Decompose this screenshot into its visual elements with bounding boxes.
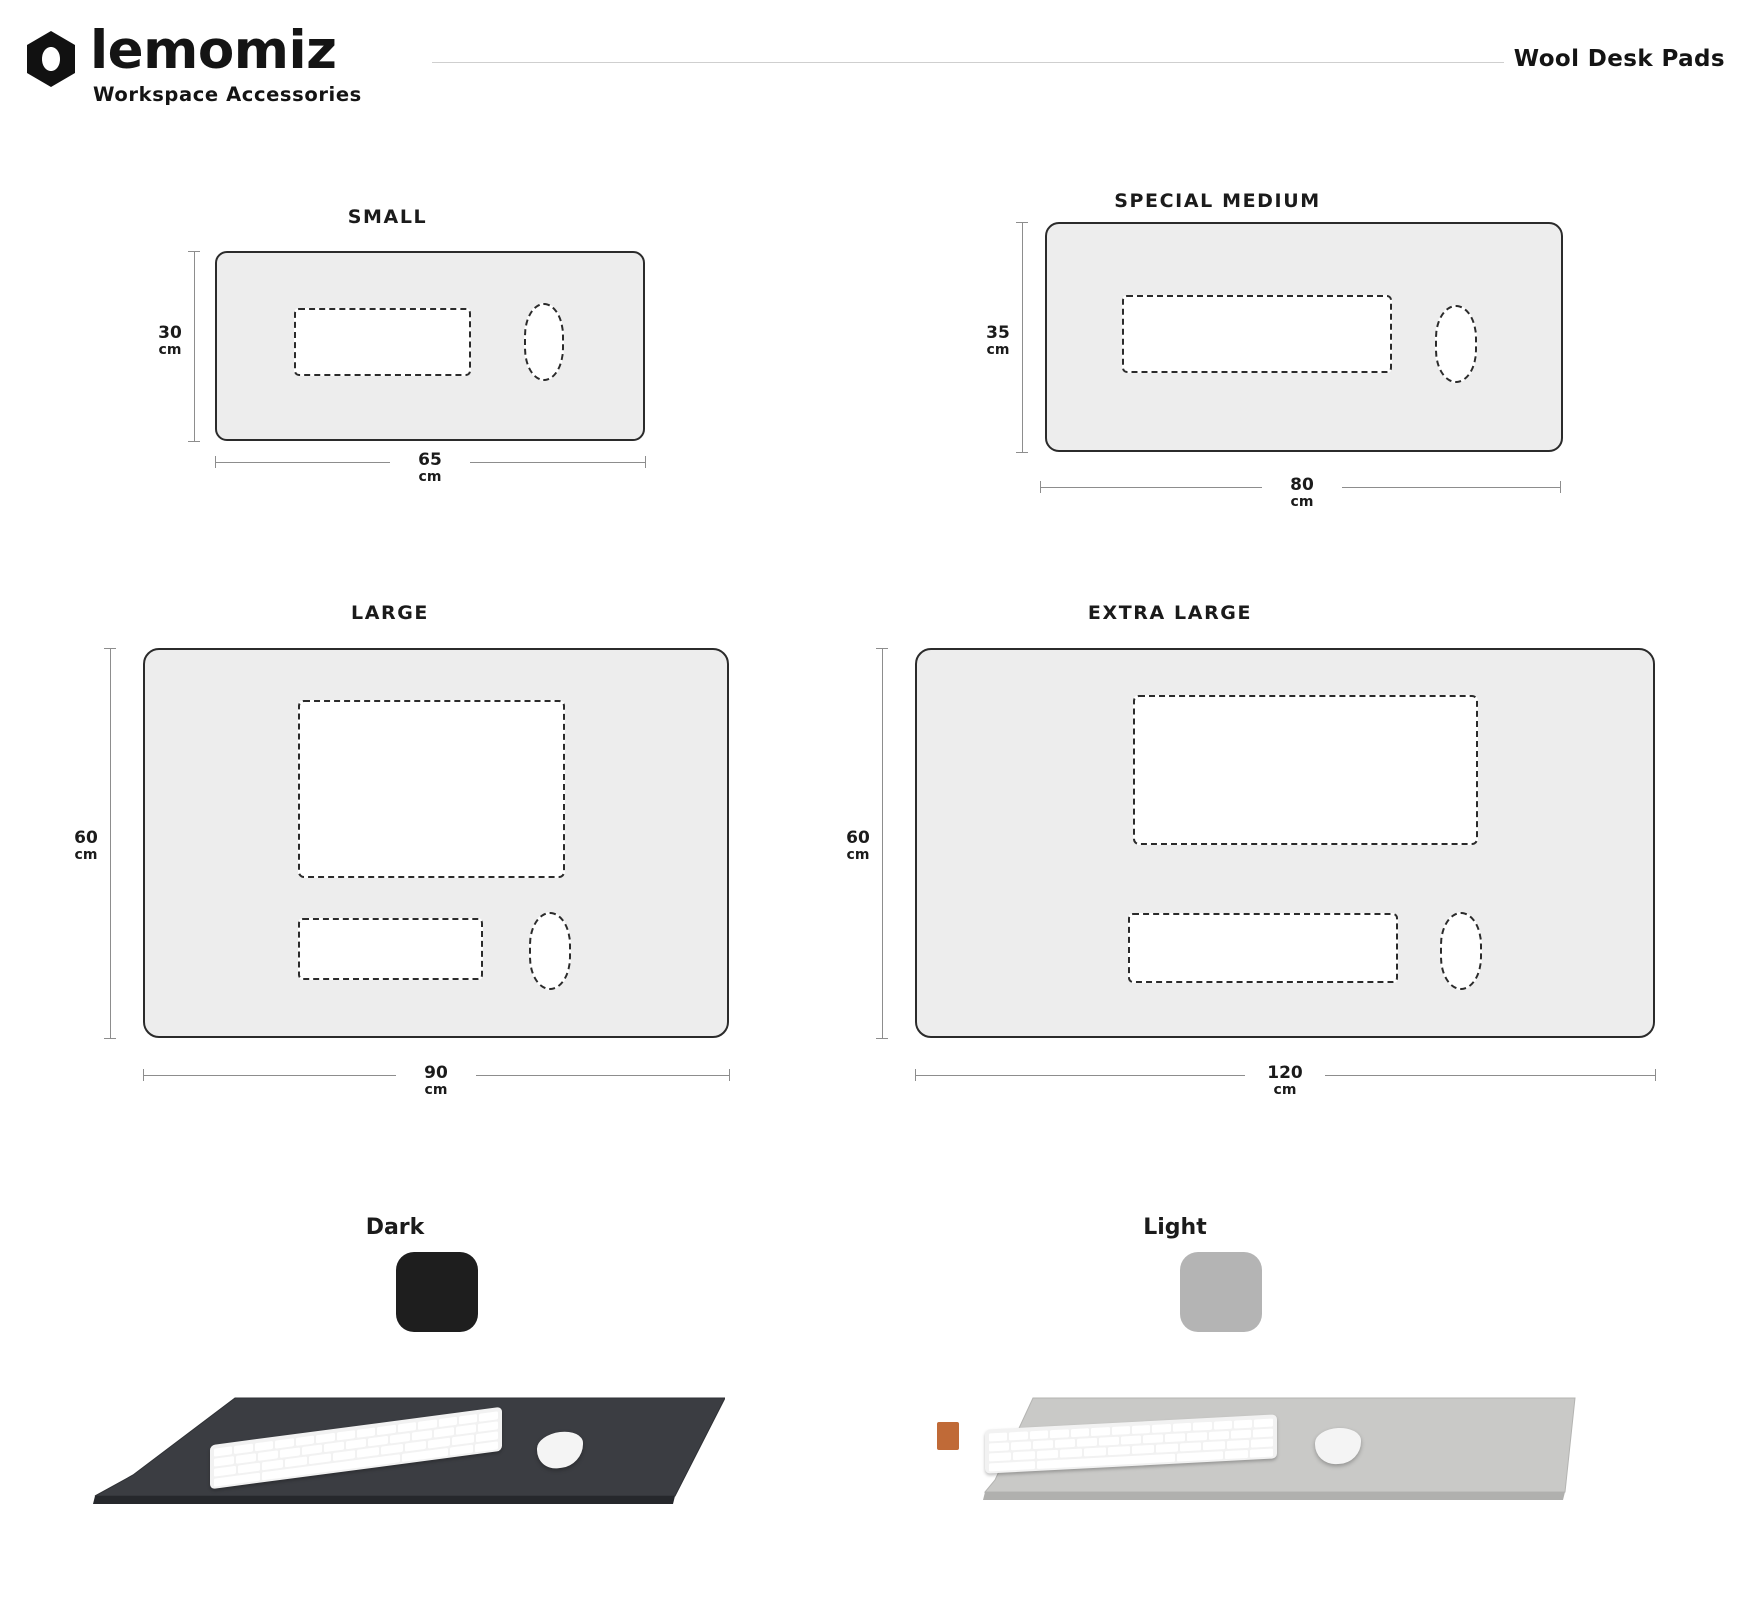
height-dim-line-extra-large xyxy=(882,648,883,1038)
width-value-large: 90 xyxy=(424,1063,448,1083)
desk-pad-photo-light xyxy=(975,1370,1615,1530)
keyboard-outline-extra-large xyxy=(1128,913,1398,983)
height-unit-special-medium: cm xyxy=(986,341,1010,358)
size-title-extra-large: EXTRA LARGE xyxy=(1087,602,1253,624)
header-divider xyxy=(432,62,1504,63)
height-dim-tick-top-small xyxy=(188,251,200,252)
width-dim-tick-right-large xyxy=(729,1069,730,1081)
keyboard-outline-large xyxy=(298,918,483,980)
width-unit-extra-large: cm xyxy=(1273,1081,1297,1098)
height-unit-large: cm xyxy=(74,846,98,863)
keyboard-outline-small xyxy=(294,308,471,376)
height-dim-label-special-medium xyxy=(978,325,1018,358)
height-dim-tick-bottom-extra-large xyxy=(876,1038,888,1039)
leather-tab-light xyxy=(937,1422,959,1450)
size-title-special-medium: SPECIAL MEDIUM xyxy=(1114,190,1321,212)
mouse-outline-special-medium xyxy=(1435,305,1477,383)
height-dim-label-large xyxy=(66,830,106,863)
width-unit-large: cm xyxy=(424,1081,448,1098)
height-dim-tick-bottom-small xyxy=(188,441,200,442)
width-dim-label-extra-large xyxy=(1245,1065,1325,1098)
height-value-large: 60 xyxy=(74,828,98,848)
width-dim-tick-right-extra-large xyxy=(1655,1069,1656,1081)
hexagon-ring-logo-icon xyxy=(22,28,80,90)
height-dim-line-small xyxy=(194,251,195,441)
color-swatch-light[interactable] xyxy=(1180,1252,1262,1332)
height-value-extra-large: 60 xyxy=(846,828,870,848)
width-value-small: 65 xyxy=(418,450,442,470)
height-unit-extra-large: cm xyxy=(846,846,870,863)
desk-pad-photo-dark xyxy=(85,1370,725,1530)
width-dim-label-small xyxy=(390,452,470,485)
laptop-outline-large xyxy=(298,700,565,878)
width-dim-tick-left-large xyxy=(143,1069,144,1081)
height-value-special-medium: 35 xyxy=(986,323,1010,343)
color-swatch-dark[interactable] xyxy=(396,1252,478,1332)
width-unit-special-medium: cm xyxy=(1290,493,1314,510)
laptop-outline-extra-large xyxy=(1133,695,1478,845)
width-value-extra-large: 120 xyxy=(1267,1063,1303,1083)
brand-logo xyxy=(22,20,362,106)
color-label-dark: Dark xyxy=(365,1215,425,1240)
width-dim-tick-right-small xyxy=(645,456,646,468)
brand-tagline: Workspace Accessories xyxy=(93,83,362,106)
width-dim-tick-right-special-medium xyxy=(1560,481,1561,493)
height-dim-label-extra-large xyxy=(838,830,878,863)
width-unit-small: cm xyxy=(418,468,442,485)
keyboard-outline-special-medium xyxy=(1122,295,1392,373)
width-dim-label-large xyxy=(396,1065,476,1098)
brand-name: lemomiz xyxy=(90,20,337,81)
size-title-small: SMALL xyxy=(347,206,428,228)
size-title-large: LARGE xyxy=(350,602,430,624)
page-header xyxy=(0,0,1750,120)
color-label-light: Light xyxy=(1143,1215,1207,1240)
height-dim-tick-bottom-large xyxy=(104,1038,116,1039)
width-dim-tick-left-small xyxy=(215,456,216,468)
height-dim-tick-top-extra-large xyxy=(876,648,888,649)
height-unit-small: cm xyxy=(158,341,182,358)
width-value-special-medium: 80 xyxy=(1290,475,1314,495)
mouse-outline-extra-large xyxy=(1440,912,1482,990)
width-dim-tick-left-extra-large xyxy=(915,1069,916,1081)
width-dim-label-special-medium xyxy=(1262,477,1342,510)
height-dim-tick-top-special-medium xyxy=(1016,222,1028,223)
height-dim-line-large xyxy=(110,648,111,1038)
height-dim-tick-bottom-special-medium xyxy=(1016,452,1028,453)
height-value-small: 30 xyxy=(158,323,182,343)
mouse-outline-large xyxy=(529,912,571,990)
height-dim-label-small xyxy=(150,325,190,358)
width-dim-tick-left-special-medium xyxy=(1040,481,1041,493)
mouse-outline-small xyxy=(524,303,564,381)
height-dim-line-special-medium xyxy=(1022,222,1023,452)
page-title: Wool Desk Pads xyxy=(1513,46,1725,72)
height-dim-tick-top-large xyxy=(104,648,116,649)
